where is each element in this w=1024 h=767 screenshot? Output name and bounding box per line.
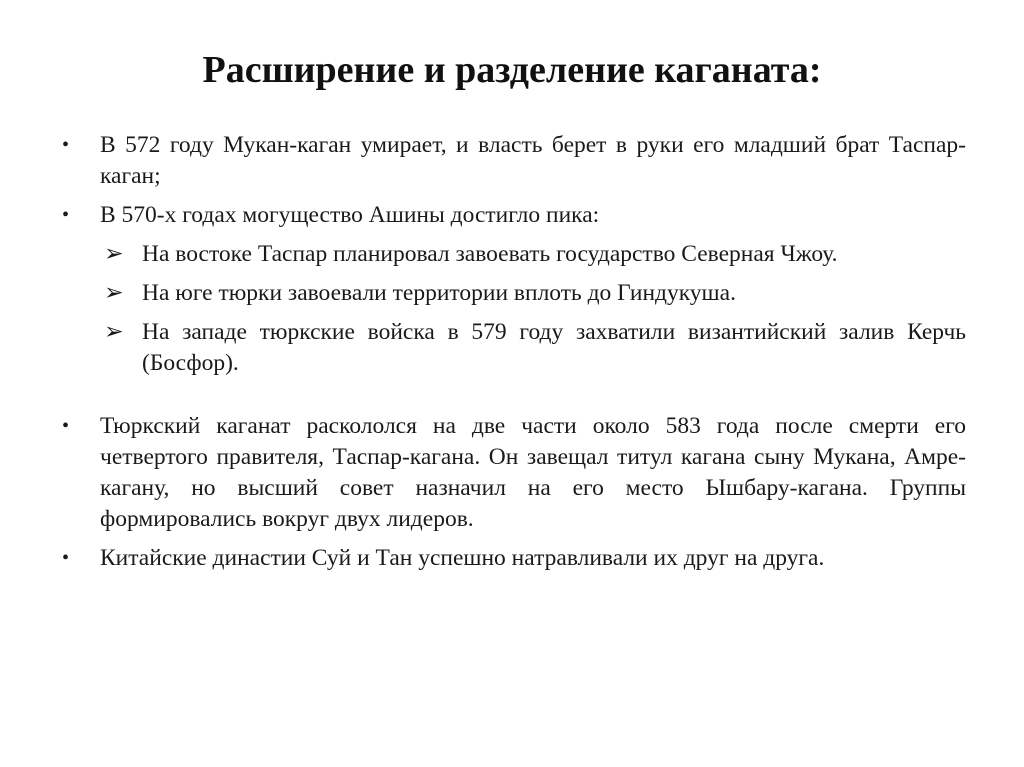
slide-title: Расширение и разделение каганата: [202, 49, 822, 91]
bullet-text: Тюркский каганат раскололся на две части около 583 года после смерти его четвертого правителя, Таспар-кагана. Он завещал титул кагана сыну Мукана, Амре-кагану, но высший совет назначил на его место Ышбару-кагана. Группы формировались вокруг двух лидеров. [100, 413, 966, 532]
sub-bullet-text: На востоке Таспар планировал завоевать государство Северная Чжоу. [142, 241, 838, 267]
arrow-bullet-icon: ➢ [104, 319, 124, 345]
bullet-item [62, 543, 966, 574]
sub-bullet-item [62, 278, 966, 309]
sub-bullet-text: На западе тюркские войска в 579 году захватили византийский залив Керчь (Босфор). [142, 319, 966, 376]
arrow-bullet-icon: ➢ [104, 280, 124, 306]
bullet-dot-icon: • [62, 134, 70, 156]
arrow-bullet-icon: ➢ [104, 241, 124, 267]
slide-content [62, 130, 966, 582]
bullet-text: В 570-х годах могущество Ашины достигло пика: [100, 202, 600, 228]
bullet-item [62, 200, 966, 231]
sub-bullet-item [62, 317, 966, 379]
bullet-text: В 572 году Мукан-каган умирает, и власть берет в руки его младший брат Таспар-каган; [100, 132, 966, 189]
sub-bullet-item [62, 239, 966, 270]
spacer [62, 387, 966, 411]
sub-bullet-text: На юге тюрки завоевали территории вплоть до Гиндукуша. [142, 280, 736, 306]
bullet-item [62, 411, 966, 535]
bullet-text: Китайские династии Суй и Тан успешно натравливали их друг на друга. [100, 545, 825, 571]
bullet-dot-icon: • [62, 547, 70, 569]
bullet-dot-icon: • [62, 415, 70, 437]
bullet-item [62, 130, 966, 192]
bullet-dot-icon: • [62, 204, 70, 226]
